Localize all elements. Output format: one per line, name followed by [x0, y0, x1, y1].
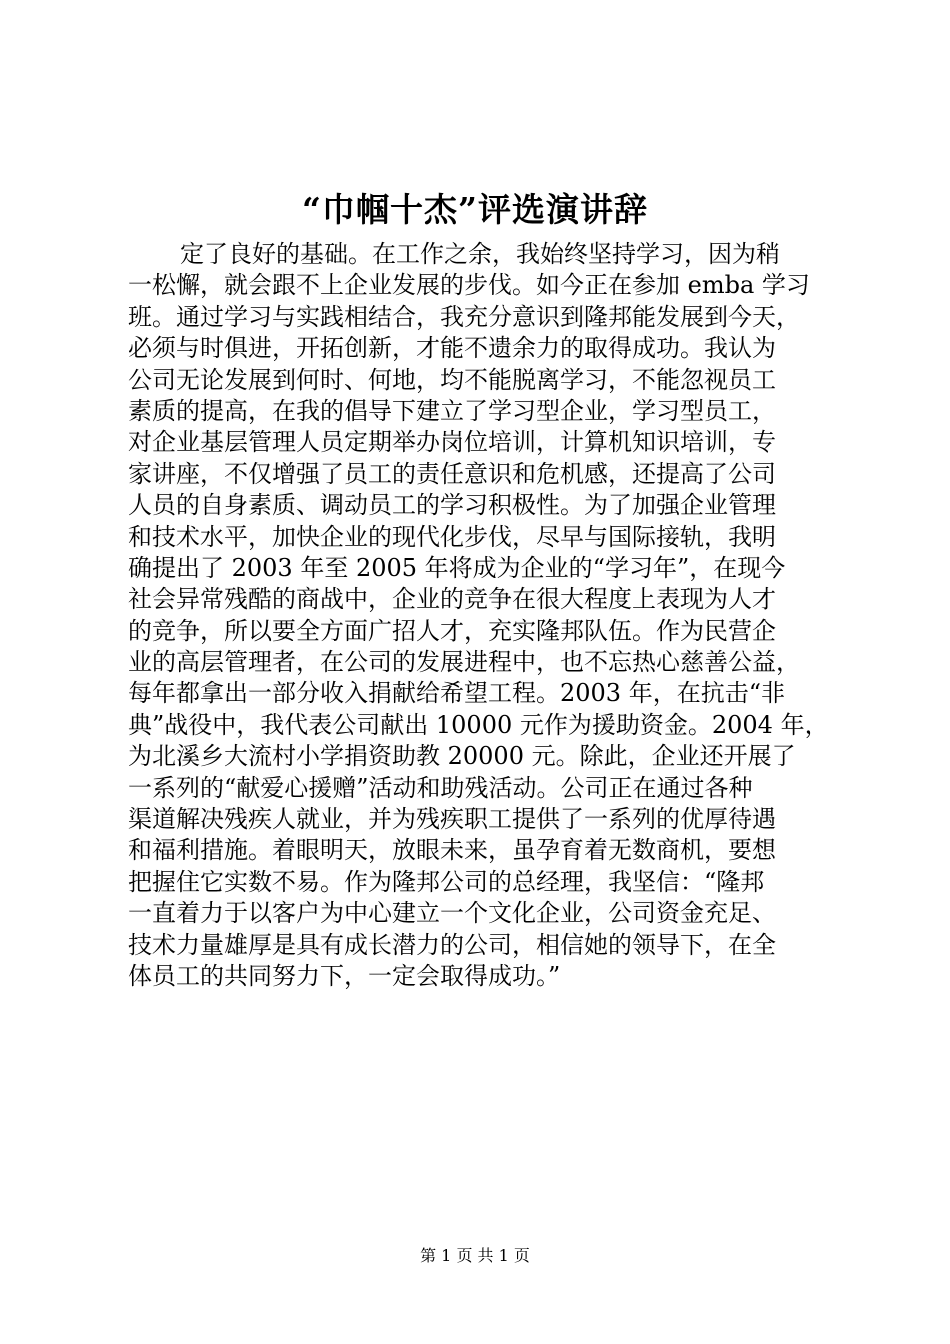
- body-line: 素质的提高，在我的倡导下建立了学习型企业，学习型员工，: [128, 396, 776, 425]
- body-line: 和福利措施。着眼明天，放眼未来，虽孕育着无数商机，要想: [128, 836, 776, 865]
- body-line: 对企业基层管理人员定期举办岗位培训，计算机知识培训，专: [128, 428, 776, 457]
- document-title: “巾帼十杰”评选演讲辞: [302, 190, 648, 229]
- body-line: 班。通过学习与实践相结合，我充分意识到隆邦能发展到今天，: [128, 302, 800, 331]
- body-line: 把握住它实数不易。作为隆邦公司的总经理，我坚信：“隆邦: [128, 867, 765, 896]
- body-line: 确提出了 2003 年至 2005 年将成为企业的“学习年”，在现今: [128, 553, 786, 582]
- body-line: 和技术水平，加快企业的现代化步伐，尽早与国际接轨，我明: [128, 522, 776, 551]
- body-line: 一松懈，就会跟不上企业发展的步伐。如今正在参加 emba 学习: [128, 271, 810, 300]
- body-line: 体员工的共同努力下，一定会取得成功。”: [128, 961, 561, 990]
- body-line: 必须与时俱进，开拓创新，才能不遗余力的取得成功。我认为: [128, 334, 776, 363]
- body-line: 人员的自身素质、调动员工的学习积极性。为了加强企业管理: [128, 491, 776, 520]
- body-line: 业的高层管理者，在公司的发展进程中，也不忘热心慈善公益，: [128, 648, 800, 677]
- document-body: [128, 239, 828, 992]
- body-line: 定了良好的基础。在工作之余，我始终坚持学习，因为稍: [180, 240, 780, 268]
- body-line: 为北溪乡大流村小学捐资助教 20000 元。除此，企业还开展了: [128, 742, 796, 771]
- page-number-footer: 第 1 页 共 1 页: [420, 1246, 530, 1265]
- body-line: 家讲座，不仅增强了员工的责任意识和危机感，还提高了公司: [128, 459, 776, 488]
- body-line: 技术力量雄厚是具有成长潜力的公司，相信她的领导下，在全: [128, 930, 776, 959]
- body-line: 渠道解决残疾人就业，并为残疾职工提供了一系列的优厚待遇: [128, 805, 776, 834]
- body-line: 公司无论发展到何时、何地，均不能脱离学习，不能忽视员工: [128, 365, 776, 394]
- body-line: 一直着力于以客户为中心建立一个文化企业，公司资金充足、: [128, 899, 776, 928]
- body-line: 一系列的“献爱心援赠”活动和助残活动。公司正在通过各种: [128, 773, 753, 802]
- body-line: 典”战役中，我代表公司献出 10000 元作为援助资金。2004 年，: [128, 710, 829, 739]
- body-line: 每年都拿出一部分收入捐献给希望工程。2003 年，在抗击“非: [128, 679, 785, 708]
- body-line: 的竞争，所以要全方面广招人才，充实隆邦队伍。作为民营企: [128, 616, 776, 645]
- body-line: 社会异常残酷的商战中，企业的竞争在很大程度上表现为人才: [128, 585, 776, 614]
